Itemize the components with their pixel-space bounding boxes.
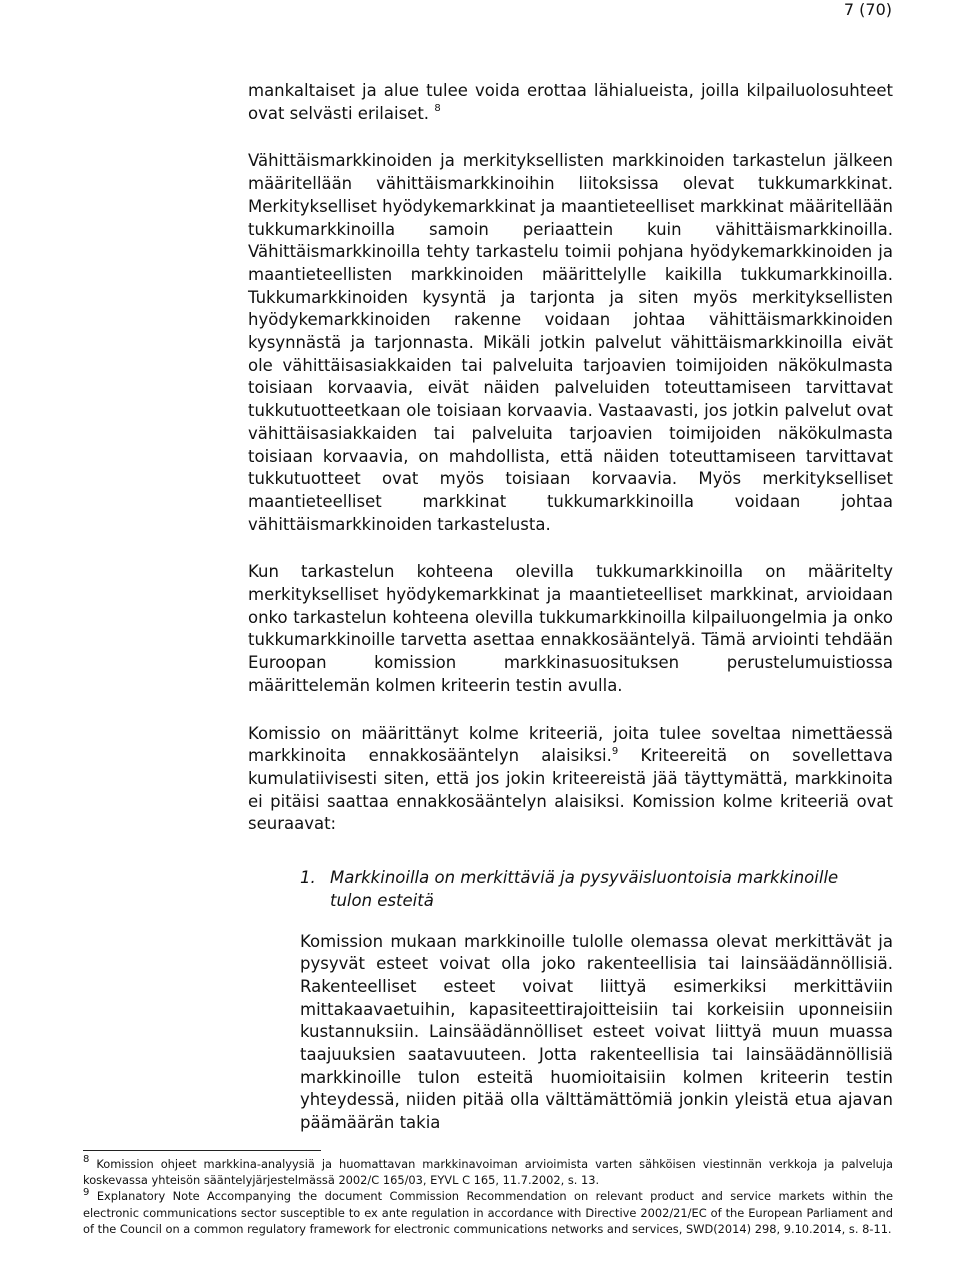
paragraph-1-text: mankaltaiset ja alue tulee voida erottaa lähialueista, joilla kilpailuolosuhteet ovat selvästi erilaiset.: [248, 81, 893, 123]
footnotes: [83, 1156, 893, 1237]
footnote-8: [83, 1156, 893, 1188]
footnote-8-number: 8: [83, 1154, 90, 1166]
paragraph-5: Komission mukaan markkinoille tulolle olemassa olevat merkittävät ja pysyvät esteet voivat olla joko rakenteellisia tai lainsäädännöllisiä. Rakenteelliset esteet voivat liittyä esimerkiksi merkittäviin mittakaavaetuihin, kapasiteettirajoitteisiin tai korkeisiin uponneisiin kustannuksiin. Lainsäädännölliset esteet voivat liittyä muun muassa taajuuksien saatavuuteen. Jotta rakenteellisia tai lainsäädännöllisiä markkinoille tulon esteitä huomioitaisiin kolmen kriteerin testin yhteydessä, niiden pitää olla välttämättömiä jonkin yleistä etua ajavan päämäärän takia: [300, 931, 893, 1133]
paragraph-4-text-a: Komissio on määrittänyt kolme kriteeriä, joita tulee soveltaa nimettäessä markkinoita ennakkosääntelyn alaisiksi.: [248, 723, 893, 766]
paragraph-4-text-b: Kriteereitä on sovellettava kumulatiivisesti siten, että jos jokin kriteereistä jää täyttymättä, markkinoita ei pitäisi saattaa ennakkosääntelyn alaisiksi. Komission kolme kriteeriä ovat seuraavat:: [248, 746, 894, 834]
footnote-9-text: Explanatory Note Accompanying the document Commission Recommendation on relevant product and service markets within the electronic communications sector susceptible to ex ante regulation in accordance with Directive 2002/21/EC of the European Parliament and of the Council on a common regulatory framework for electronic communications networks and services, SWD(2014) 298, 9.10.2014, s. 8-11.: [83, 1189, 893, 1236]
page-number: 7 (70): [843, 0, 892, 19]
paragraph-3: Kun tarkastelun kohteena olevilla tukkumarkkinoilla on määritelty merkitykselliset hyödykemarkkinat ja maantieteelliset markkinat, arvioidaan onko tarkastelun kohteena olevilla tukkumarkkinoilla kilpailuongelmia ja onko tukkumarkkinoille tarvetta asettaa ennakkosääntelyä. Tämä arviointi tehdään Euroopan komission markkinasuosituksen perustelumuistiossa määrittelemän kolmen kriteerin testin avulla.: [248, 562, 893, 695]
criterion-list-item: [300, 867, 870, 912]
footnote-9-number: 9: [83, 1186, 90, 1198]
body-text: [248, 80, 893, 1135]
paragraph-4: [248, 723, 893, 837]
list-number: 1.: [300, 868, 316, 888]
footnote-9: [83, 1188, 893, 1237]
footnote-ref-8[interactable]: 8: [434, 103, 441, 115]
footnote-8-text: Komission ohjeet markkina-analyysiä ja huomattavan markkinavoiman arvioimista varten sähköisen viestinnän verkkoja ja palveluja koskevassa yhteisön sääntelyjärjestelmässä 2002/C 165/03, EYVL C 165, 11.7.2002, s. 13.: [83, 1157, 893, 1188]
paragraph-1: [248, 80, 893, 125]
list-heading: Markkinoilla on merkittäviä ja pysyväisluontoisia markkinoille tulon esteitä: [330, 868, 839, 910]
footnote-divider: [83, 1150, 321, 1151]
paragraph-2: Vähittäismarkkinoiden ja merkityksellisten markkinoiden tarkastelun jälkeen määritellään vähittäismarkkinoihin liitoksissa olevat tukkumarkkinat. Merkitykselliset hyödykemarkkinat ja maantieteelliset markkinat määritellään tukkumarkkinoilla samoin periaattein kuin vähittäismarkkinoilla. Vähittäismarkkinoilla tehty tarkastelu toimii pohjana hyödykemarkkinoiden ja maantieteellisten markkinoiden määrittelylle kaikilla tukkumarkkinoilla. Tukkumarkkinoiden kysyntä ja tarjonta ja siten myös merkityksellisten hyödykemarkkinoiden rakenne voidaan johtaa vähittäismarkkinoiden kysynnästä ja tarjonnasta. Mikäli jotkin palvelut vähittäismarkkinoilla eivät ole vähittäisasiakkaiden tai palveluita tarjoavien toimijoiden näkökulmasta toisiaan korvaavia, eivät näiden palveluiden toteuttamiseen tarvittavat tukkutuotteetkaan ole toisiaan korvaavia. Vastaavasti, jos jotkin palvelut ovat vähittäisasiakkaiden tai palveluita tarjoavien toimijoiden näkökulmasta toisiaan korvaavia, on mahdollista, että näiden toteuttamiseen tarvittavat tukkutuotteet ovat myös toisiaan korvaavia. Myös merkitykselliset maantieteelliset markkinat tukkumarkkinoilla voidaan johtaa vähittäismarkkinoiden tarkastelusta.: [248, 151, 893, 534]
footnote-ref-9[interactable]: 9: [611, 745, 619, 757]
